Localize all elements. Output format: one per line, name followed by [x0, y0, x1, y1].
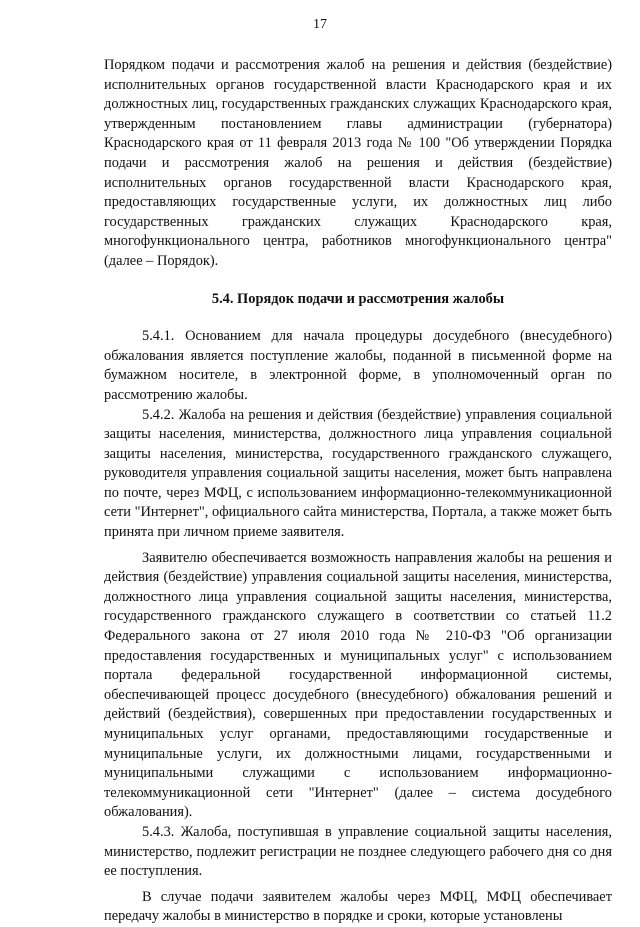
paragraph-5-4-2: 5.4.2. Жалоба на решения и действия (бездействие) управления социальной защиты населения, министерства, должностного лица управления социальной защиты населения, министерства, государственного гражданского служащего, руководителя управления социальной защиты населения, может быть направлена по почте, через МФЦ, с использованием информационно-телекоммуникационной сети "Интернет", официального сайта министерства, Портала, а также может быть принята при личном приеме заявителя. — [104, 406, 612, 541]
page-number: 17 — [313, 17, 327, 32]
paragraph-5-4-1: 5.4.1. Основанием для начала процедуры досудебного (внесудебного) обжалования является поступление жалобы, поданной в письменной форме на бумажном носителе, в электронной форме, в уполномоченный орган по рассмотрению жалобы. — [104, 328, 612, 403]
intro-paragraph: Порядком подачи и рассмотрения жалоб на решения и действия (бездействие) исполнительных органов государственной власти Краснодарского края и их должностных лиц, государственных гражданских служащих Краснодарского края, утвержденным постановлением главы администрации (губернатора) Краснодарского края от 11 февраля 2013 года № 100 "Об утверждении Порядка подачи и рассмотрения жалоб на решения и действия (бездействие) исполнительных органов государственной власти Краснодарского края, предоставляющих государственные услуги, их должностных лиц либо государственных гражданских служащих Краснодарского края, многофункционального центра, работников многофункционального центра" (далее – Порядок). — [104, 57, 612, 269]
document-body — [104, 56, 612, 927]
section-heading: 5.4. Порядок подачи и рассмотрения жалобы — [211, 290, 505, 307]
paragraph-mfc-transfer: В случае подачи заявителем жалобы через МФЦ, МФЦ обеспечивает передачу жалобы в министерство в порядке и сроки, которые установлены — [104, 888, 612, 925]
paragraph-5-4-3: 5.4.3. Жалоба, поступившая в управление социальной защиты населения, министерство, подлежит регистрации не позднее следующего рабочего дня со дня ее поступления. — [104, 823, 612, 880]
paragraph-complaint-channels: Заявителю обеспечивается возможность направления жалобы на решения и действия (бездействие) управления социальной защиты населения, министерства, должностного лица управления социальной защиты населения, министерства, государственного гражданского служащего в соответствии со статьей 11.2 Федерального закона от 27 июля 2010 года № 210-ФЗ "Об организации предоставления государственных и муниципальных услуг" с использованием портала федеральной государственной информационной системы, обеспечивающей процесс досудебного (внесудебного) обжалования решений и действий (бездействия), совершенных при предоставлении государственных и муниципальных услуг органами, предоставляющими государственные и муниципальные услуги, их должностными лицами, государственными и муниципальными служащими с использованием информационно-телекоммуникационной сети "Интернет" (далее – система досудебного обжалования). — [104, 549, 612, 821]
